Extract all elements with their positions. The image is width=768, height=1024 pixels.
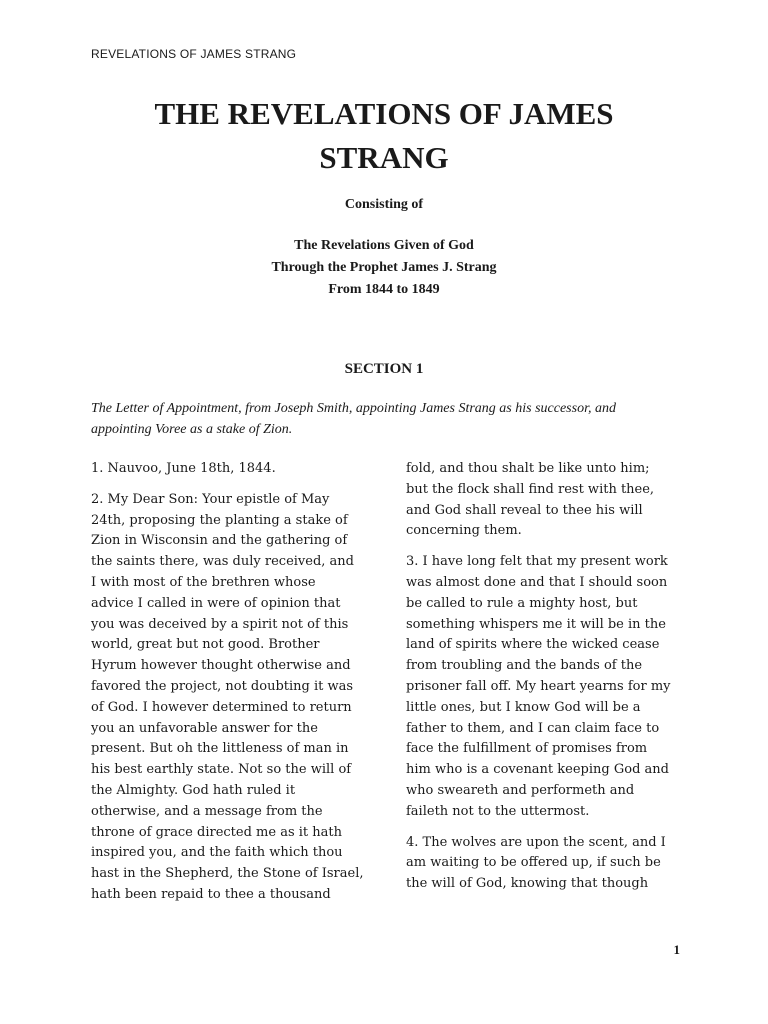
section-heading: SECTION 1: [344, 361, 424, 377]
section-intro-text: The Letter of Appointment, from Joseph Smith, appointing James Strang as his successor, and appointing Voree as a stake of Zion.: [91, 401, 616, 437]
document-title-line-1: THE REVELATIONS OF JAMES: [154, 96, 614, 131]
paragraph-2-continued: fold, and thou shalt be like unto him; but the flock shall find rest with thee, and God shall reveal to thee his will concerning them.: [406, 461, 655, 539]
right-column: [406, 459, 691, 905]
running-header: REVELATIONS OF JAMES STRANG: [91, 47, 297, 61]
paragraph-3: 3. I have long felt that my present work was almost done and that I should soon be called to rule a mighty host, but something whispers me it will be in the land of spirits where the wicked cease from troubling and the bands of the prisoner fall off. My heart yearns for my little ones, but I know God will be a father to them, and I can claim face to face the fulfillment of promises from him who is a covenant keeping God and who sweareth and performeth and faileth not to the uttermost.: [406, 554, 671, 819]
subtitle-line-2: Through the Prophet James J. Strang: [271, 260, 497, 275]
section-intro: [91, 398, 681, 440]
subtitle-line-3: From 1844 to 1849: [328, 282, 440, 297]
paragraph-4: 4. The wolves are upon the scent, and I am waiting to be offered up, if such be the will of God, knowing that though: [406, 834, 666, 892]
consisting-of-label: Consisting of: [344, 197, 424, 212]
paragraph-2: 2. My Dear Son: Your epistle of May 24th, proposing the planting a stake of Zion in Wisconsin and the gathering of the saints there, was duly received, and I with most of the brethren whose advice I called in were of opinion that you was deceived by a spirit not of this world, great but not good. Brother Hyrum however thought otherwise and favored the project, not doubting it was of God. I however determined to return you an unfavorable answer for the present. But oh the littleness of man in his best earthly state. Not so the will of the Almighty. God hath ruled it otherwise, and a message from the throne of grace directed me as it hath inspired you, and the faith which thou hast in the Shepherd, the Stone of Israel, hath been repaid to thee a thousand: [91, 491, 364, 902]
page-number: 1: [673, 942, 680, 957]
subtitle-line-1: The Revelations Given of God: [294, 238, 474, 253]
paragraph-1: 1. Nauvoo, June 18th, 1844.: [91, 461, 276, 476]
left-column: [91, 459, 371, 916]
document-title-line-2: STRANG: [319, 140, 449, 175]
